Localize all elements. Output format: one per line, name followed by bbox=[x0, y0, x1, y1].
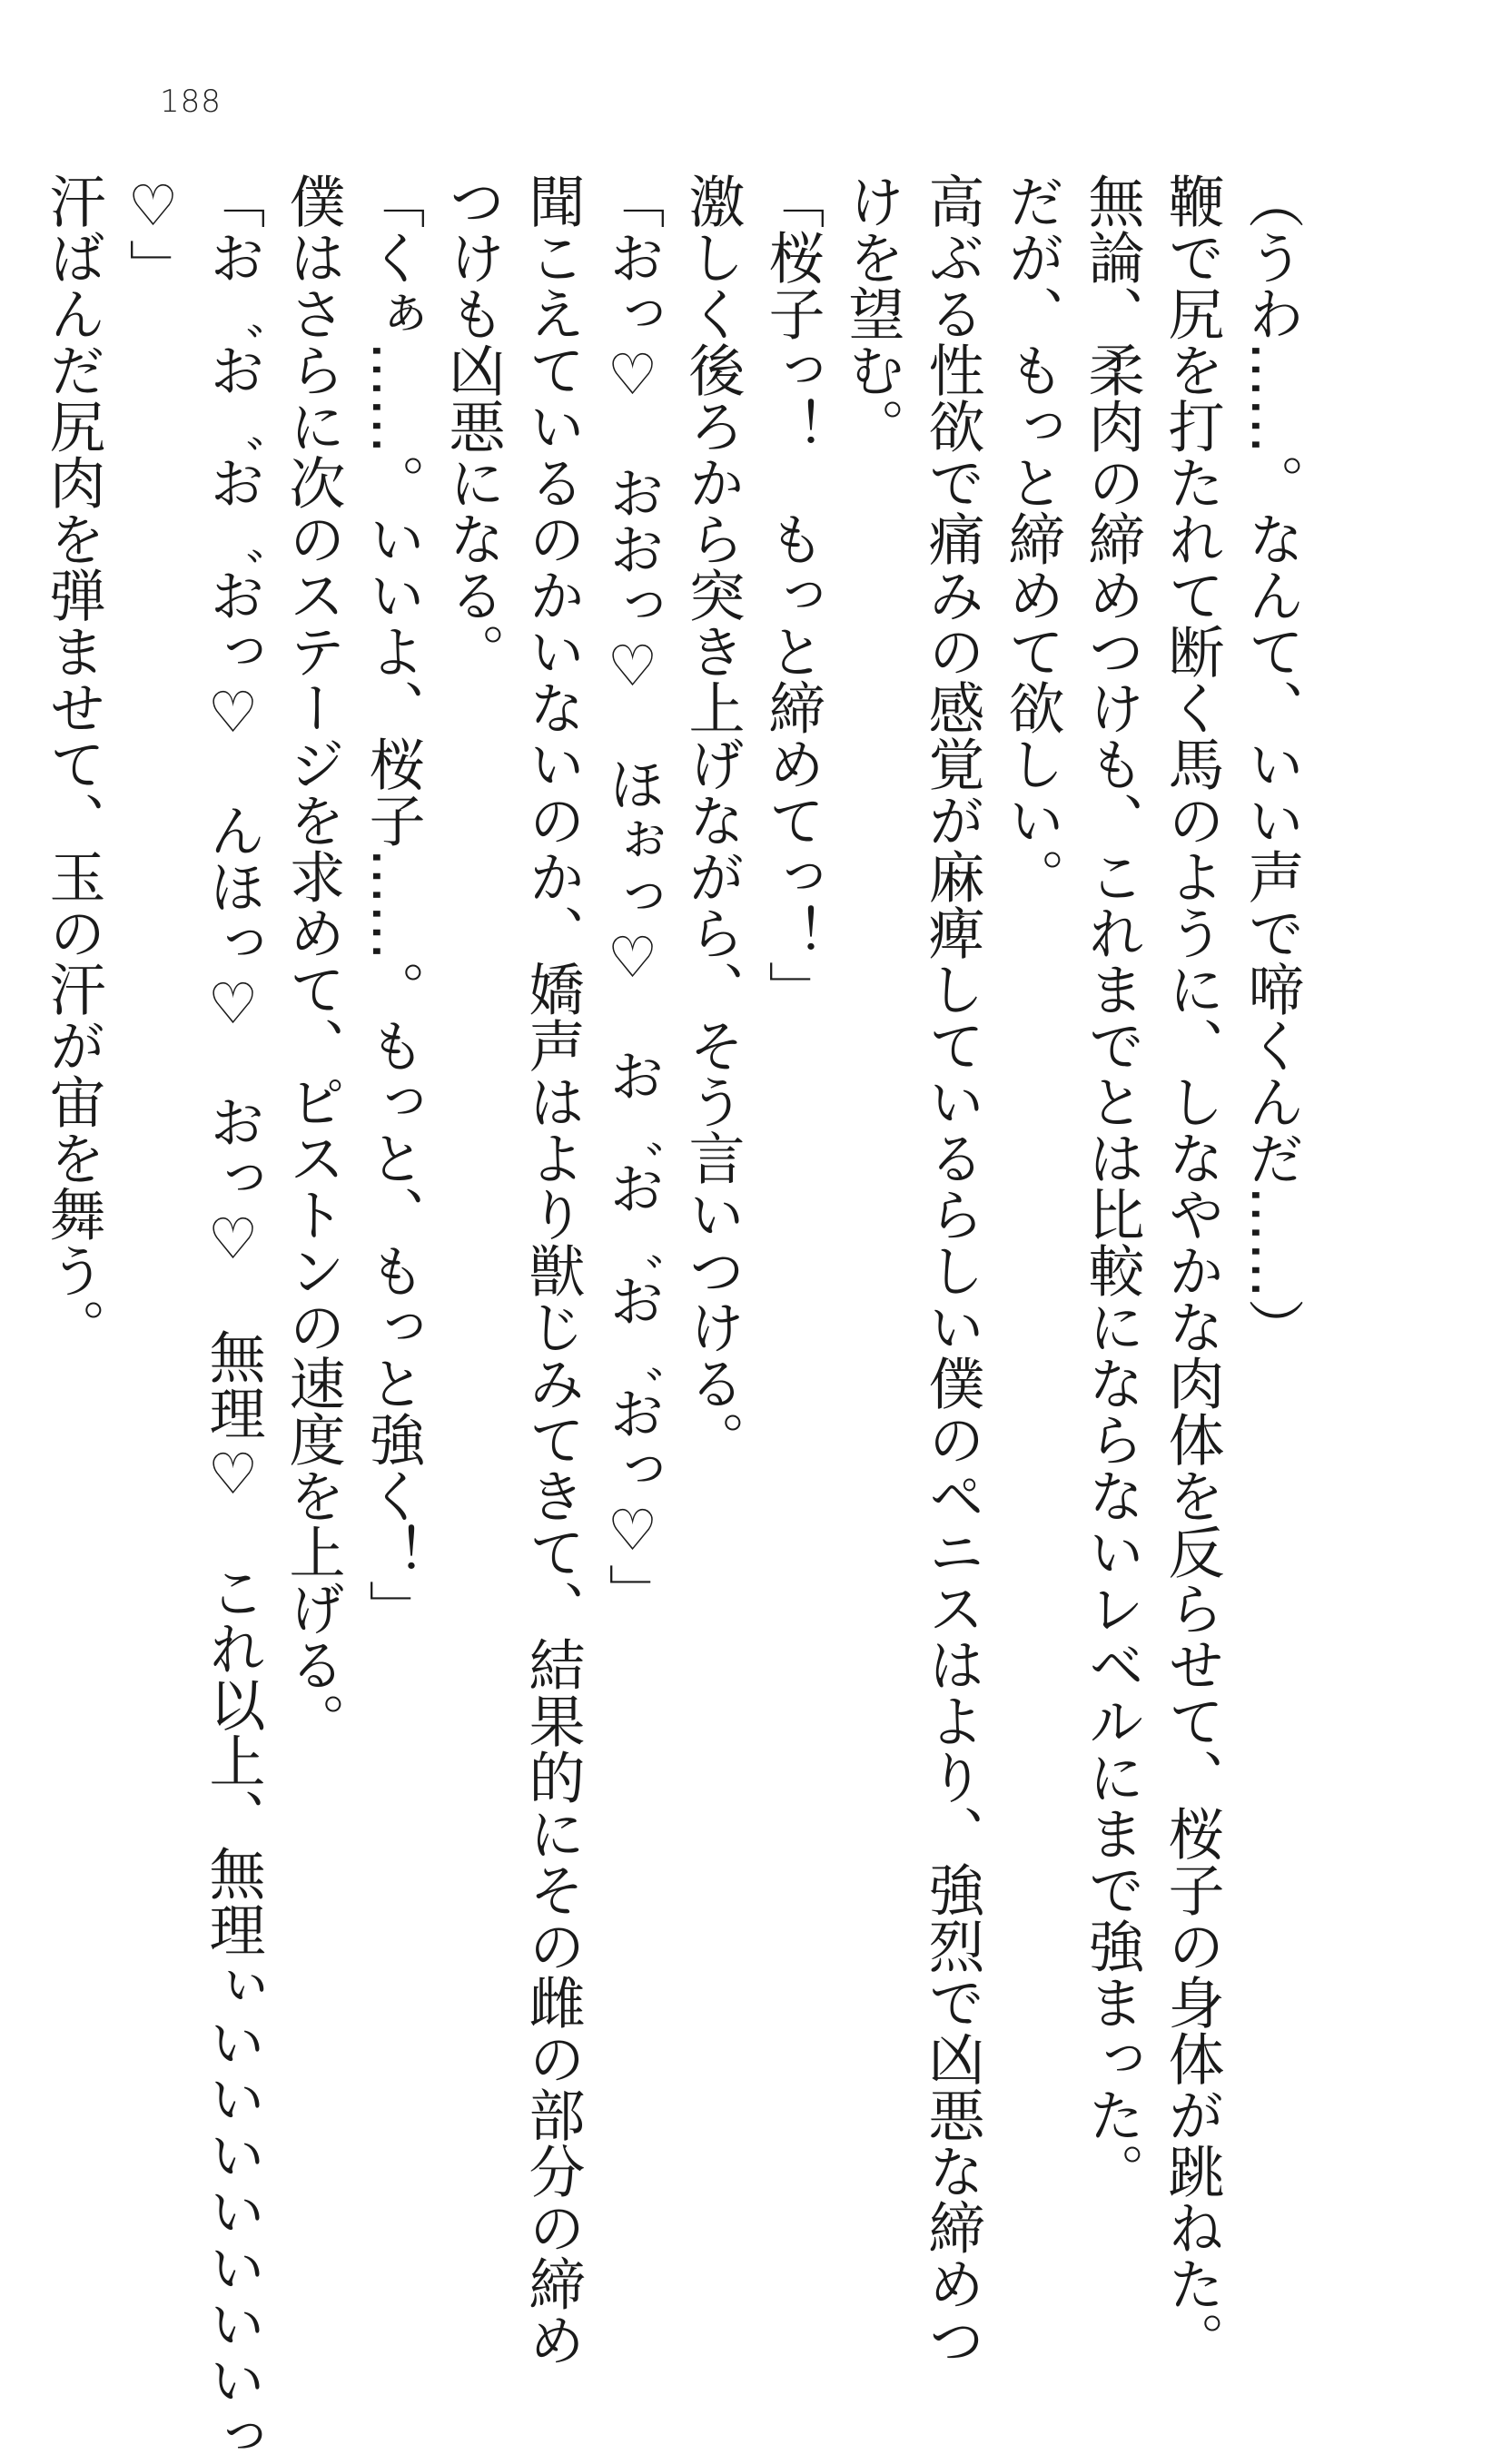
novel-text bbox=[40, 172, 1311, 2464]
text-line: 鞭で尻を打たれて断く馬のように、しなやかな肉体を反らせて、桜子の身体が跳ねた。 bbox=[1159, 172, 1225, 2368]
text-line: つけも凶悪になる。 bbox=[440, 172, 506, 679]
text-line: 「くぁ……。いいよ、桜子……。もっと、もっと強く！」 bbox=[360, 172, 426, 1636]
text-line: 聞こえているのかいないのか、嬌声はより獣じみてきて、結果的にその雌の部分の締め bbox=[519, 172, 586, 2368]
text-line: 僕はさらに次のステージを求めて、ピストンの速度を上げる。 bbox=[280, 172, 346, 1749]
text-line: 汗ばんだ尻肉を弾ませて、玉の汗が宙を舞う。 bbox=[40, 172, 106, 1355]
text-line: だが、もっと締めて欲しい。 bbox=[999, 172, 1065, 904]
text-line: 「桜子っ！ もっと締めてっ！」 bbox=[759, 172, 825, 1017]
text-line: 高ぶる性欲で痛みの感覚が麻痺しているらしい僕のペニスはより、強烈で凶悪な締めつ bbox=[919, 172, 985, 2368]
text-line: けを望む。 bbox=[839, 172, 905, 454]
text-line: （うわ……。なんて、いい声で啼くんだ……） bbox=[1239, 172, 1305, 1355]
text-line: 「お゛お゛お゛おっ♡ んほっ♡ おっ♡ 無理♡ これ以上、無理ぃいいいいいいいっ bbox=[200, 172, 266, 2464]
text-line: 「おっ♡ おおっ♡ ほぉっ♡ お゛お゛お゛おっ♡」 bbox=[599, 172, 666, 1620]
text-line: 無論、柔肉の締めつけも、これまでとは比較にならないレベルにまで強まった。 bbox=[1079, 172, 1145, 2199]
text-line: 激しく後ろから突き上げながら、そう言いつける。 bbox=[679, 172, 746, 1467]
text-line: ♡」 bbox=[120, 172, 186, 295]
page-number: 188 bbox=[160, 84, 222, 120]
